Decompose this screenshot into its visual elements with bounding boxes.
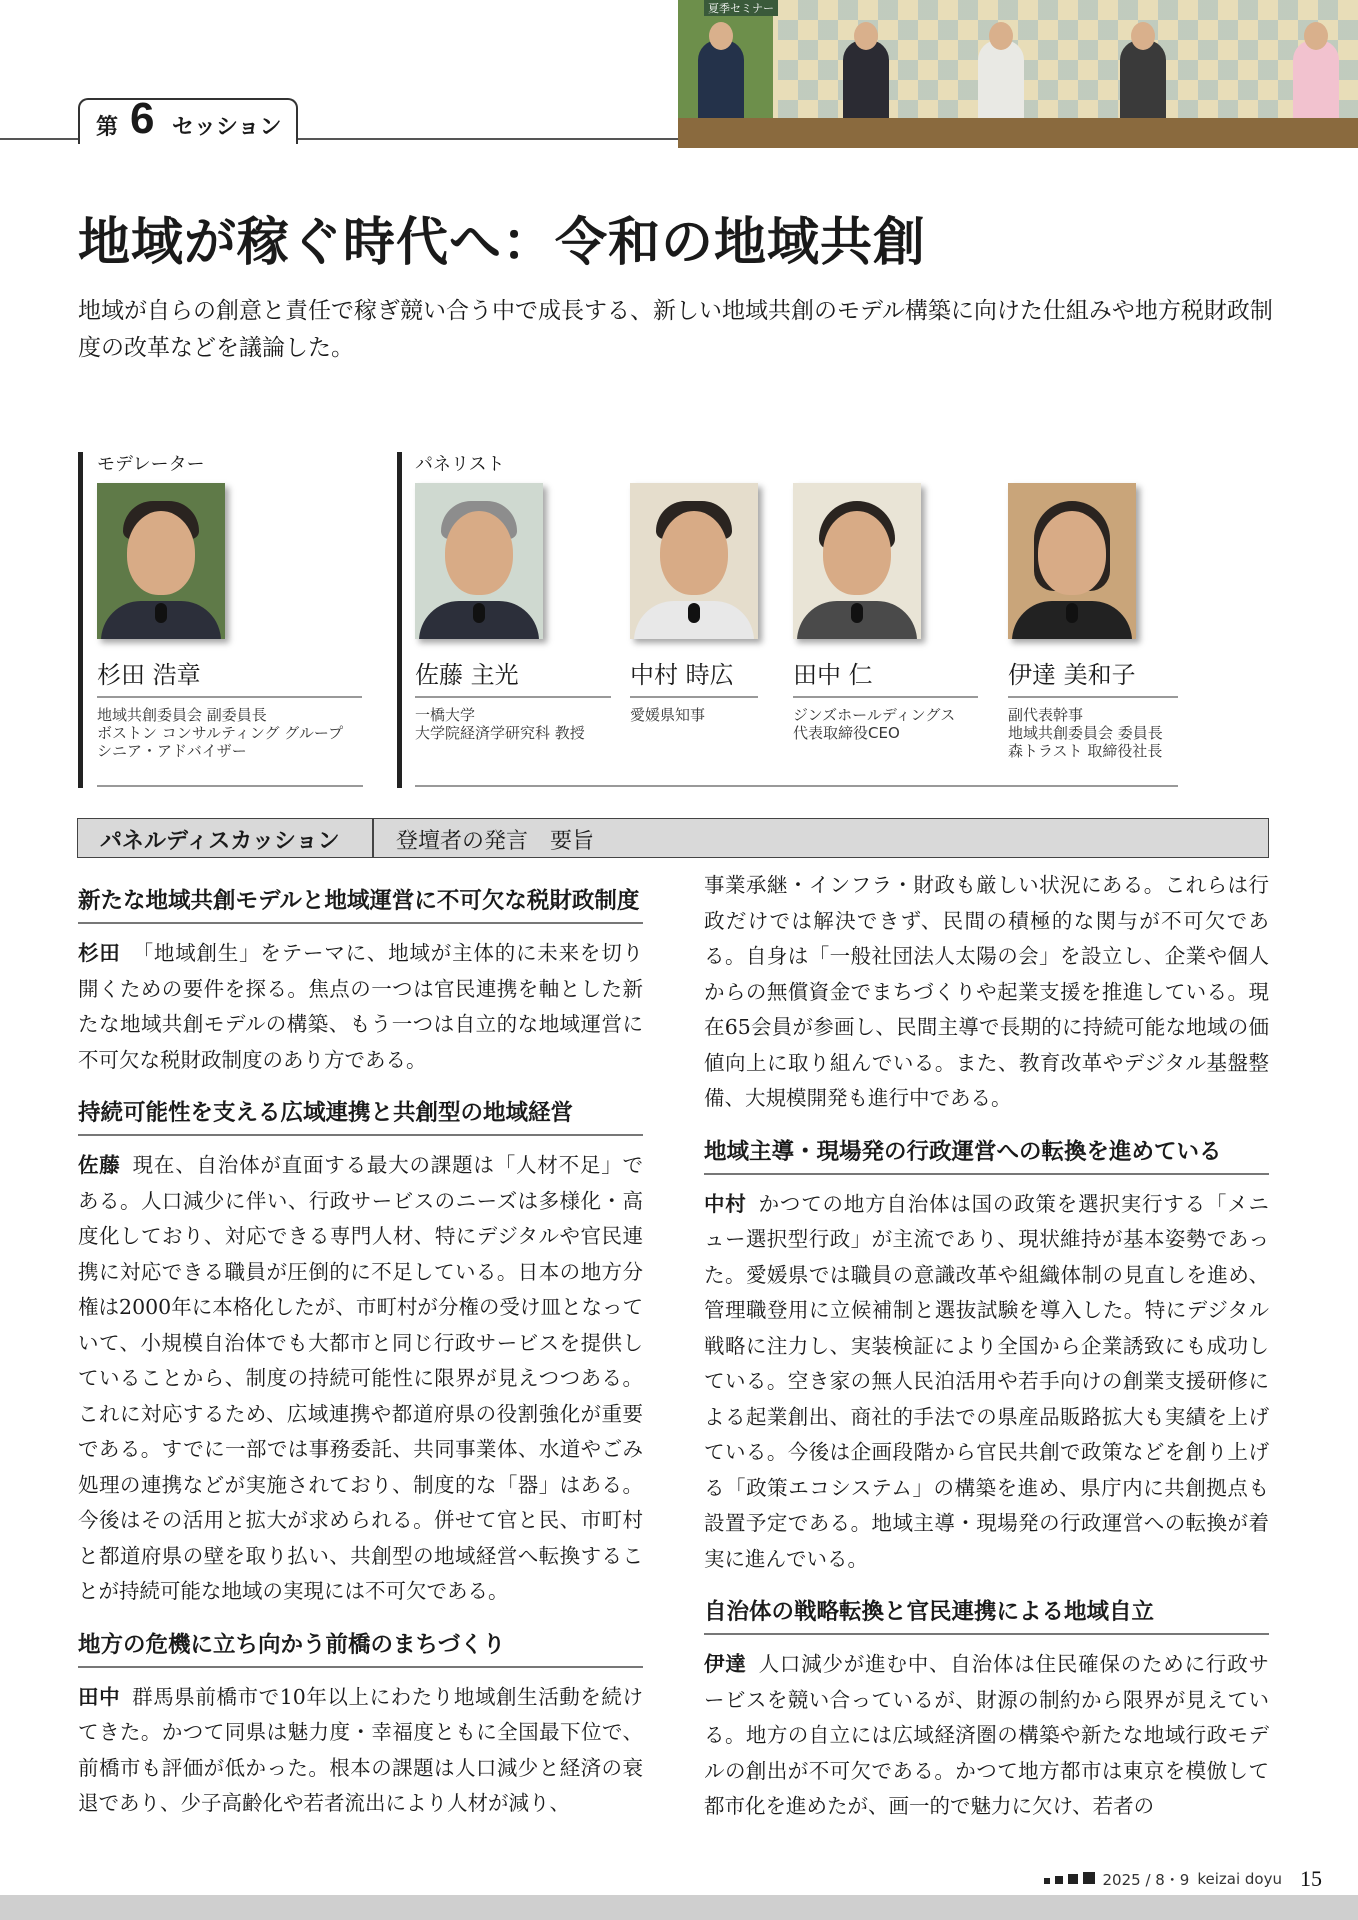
person-moderator [97, 483, 362, 760]
person-name: 伊達 美和子 [1008, 655, 1178, 698]
speaker-name: 佐藤 [78, 1153, 121, 1177]
portrait-photo [97, 483, 225, 639]
section-body [78, 1148, 643, 1610]
speaker-name: 中村 [704, 1191, 747, 1216]
section-heading: 持続可能性を支える広域連携と共創型の地域経営 [78, 1096, 643, 1136]
person-panelist-2 [630, 483, 758, 724]
section-text: 群馬県前橋市で10年以上にわたり地域創生活動を続けてきた。かつて同県は魅力度・幸福度ともに全国最下位で、前橋市も評価が低かった。根本の課題は人口減少と経済の衰退であり、少子高齢化や若者流出により人材が減り、 [78, 1684, 643, 1815]
speaker-name: 田中 [78, 1684, 121, 1709]
person-name: 杉田 浩章 [97, 655, 362, 698]
section-text: かつての地方自治体は国の政策を選択実行する「メニュー選択型行政」が主流であり、現状維持が基本姿勢であった。愛媛県では職員の意識改革や組織体制の見直しを進め、管理職登用に立候補制と選抜試験を導入した。特にデジタル戦略に注力し、実装検証により全国から企業誘致にも成功している。空き家の無人民泊活用や若手向けの創業支援研修による起業創出、商社的手法での県産品販路拡大も実績を上げている。今後は企画段階から官民共創で政策などを創り上げる「政策エコシステム」の構築を進め、県庁内に共創拠点も設置予定である。地域主導・現場発の行政運営への転換が着実に進んでいる。 [704, 1191, 1270, 1571]
portrait-photo [793, 483, 921, 639]
section-heading: 地域主導・現場発の行政運営への転換を進めている [704, 1135, 1269, 1175]
page-number: 15 [1300, 1866, 1322, 1891]
right-column [704, 868, 1269, 1843]
section-body [704, 1647, 1269, 1825]
panelist-bottom-rule [415, 785, 1178, 787]
page-footer [1044, 1866, 1322, 1892]
discussion-bar [77, 818, 1269, 858]
section-heading: 地方の危機に立ち向かう前橋のまちづくり [78, 1628, 643, 1668]
session-tab [78, 94, 298, 144]
portrait-photo [415, 483, 543, 639]
left-column [78, 884, 643, 1840]
person-panelist-1 [415, 483, 611, 742]
section-text: 人口減少が進む中、自治体は住民確保のために行政サービスを競い合っているが、財源の制約から限界が見えている。地方の自立には広域経済圏の構築や新たな地域行政モデルの創出が不可欠である。かつて地方都市は東京を模倣して都市化を進めたが、画一的で魅力に欠け、若者の [704, 1652, 1270, 1818]
person-name: 田中 仁 [793, 655, 978, 698]
footer-publication: keizai doyu [1197, 1870, 1282, 1888]
section-body [78, 936, 643, 1078]
panelist-bar [397, 452, 402, 788]
session-suffix: セッション [172, 115, 282, 140]
session-prefix: 第 [96, 115, 119, 140]
section-text: 現在、自治体が直面する最大の課題は「人材不足」である。人口減少に伴い、行政サービスのニーズは多様化・高度化しており、対応できる専門人材、特にデジタルや官民連携に対応できる職員が圧倒的に不足している。日本の地方分権は2000年に本格化したが、市町村が分権の受け皿となっていて、小規模自治体でも大都市と同じ行政サービスを提供していることから、制度の持続可能性に限界が見えつつある。これに対応するため、広域連携や都道府県の役割強化が重要である。すでに一部では事務委託、共同事業体、水道やごみ処理の連携などが実施されており、制度的な「器」はある。今後はその活用と拡大が求められる。併せて官と民、市町村と都道府県の壁を取り払い、共創型の地域経営へ転換することが持続可能な地域の実現には不可欠である。 [78, 1153, 644, 1603]
person-role: 一橋大学 大学院経済学研究科 教授 [415, 706, 585, 742]
person-role: 愛媛県知事 [630, 706, 706, 724]
portrait-photo [1008, 483, 1136, 639]
section-body [78, 1680, 643, 1822]
moderator-bottom-rule [97, 785, 363, 787]
session-number: 6 [130, 94, 155, 143]
portrait-photo [630, 483, 758, 639]
person-name: 佐藤 主光 [415, 655, 611, 698]
section-heading: 自治体の戦略転換と官民連携による地域自立 [704, 1595, 1269, 1635]
person-panelist-4 [1008, 483, 1178, 760]
speaker-name: 伊達 [704, 1652, 747, 1676]
section-heading: 新たな地域共創モデルと地域運営に不可欠な税財政制度 [78, 884, 643, 924]
discussion-label: パネルディスカッション [100, 829, 340, 854]
speaker-name: 杉田 [78, 941, 121, 965]
footer-squares-icon [1044, 1870, 1094, 1888]
section-body [704, 868, 1269, 1117]
person-role: ジンズホールディングス 代表取締役CEO [793, 706, 956, 742]
section-body [704, 1187, 1269, 1578]
moderator-bar [78, 452, 83, 788]
discussion-sublabel: 登壇者の発言 要旨 [396, 829, 595, 854]
footer-date: 2025 / 8・9 [1102, 1870, 1190, 1889]
panelist-label: パネリスト [415, 454, 505, 475]
section-text: 事業承継・インフラ・財政も厳しい状況にある。これらは行政だけでは解決できず、民間の積極的な関与が不可欠である。自身は「一般社団法人太陽の会」を設立し、企業や個人からの無償資金でまちづくりや起業支援を推進している。現在65会員が参画し、民間主導で長期的に持続可能な地域の価値向上に取り組んでいる。また、教育改革やデジタル基盤整備、大規模開発も進行中である。 [704, 873, 1269, 1110]
bottom-band [0, 1895, 1358, 1920]
person-role: 地域共創委員会 副委員長 ボストン コンサルティング グループ シニア・アドバイザー [97, 706, 344, 760]
person-panelist-3 [793, 483, 978, 742]
lead-text: 地域が自らの創意と責任で稼ぎ競い合う中で成長する、新しい地域共創のモデル構築に向けた仕組みや地方税財政制度の改革などを議論した。 [78, 298, 1273, 361]
person-name: 中村 時広 [630, 655, 758, 698]
moderator-label: モデレーター [97, 454, 205, 475]
photo-caption: 夏季セミナー [704, 0, 778, 16]
section-text: 「地域創生」をテーマに、地域が主体的に未来を切り開くための要件を探る。焦点の一つは官民連携を軸とした新たな地域共創モデルの構築、もう一つは自立的な地域運営に不可欠な税財政制度のあり方である。 [78, 941, 644, 1072]
header-photo [678, 0, 1358, 148]
page-title: 地域が稼ぐ時代へ：令和の地域共創 [78, 213, 927, 273]
person-role: 副代表幹事 地域共創委員会 委員長 森トラスト 取締役社長 [1008, 706, 1163, 760]
